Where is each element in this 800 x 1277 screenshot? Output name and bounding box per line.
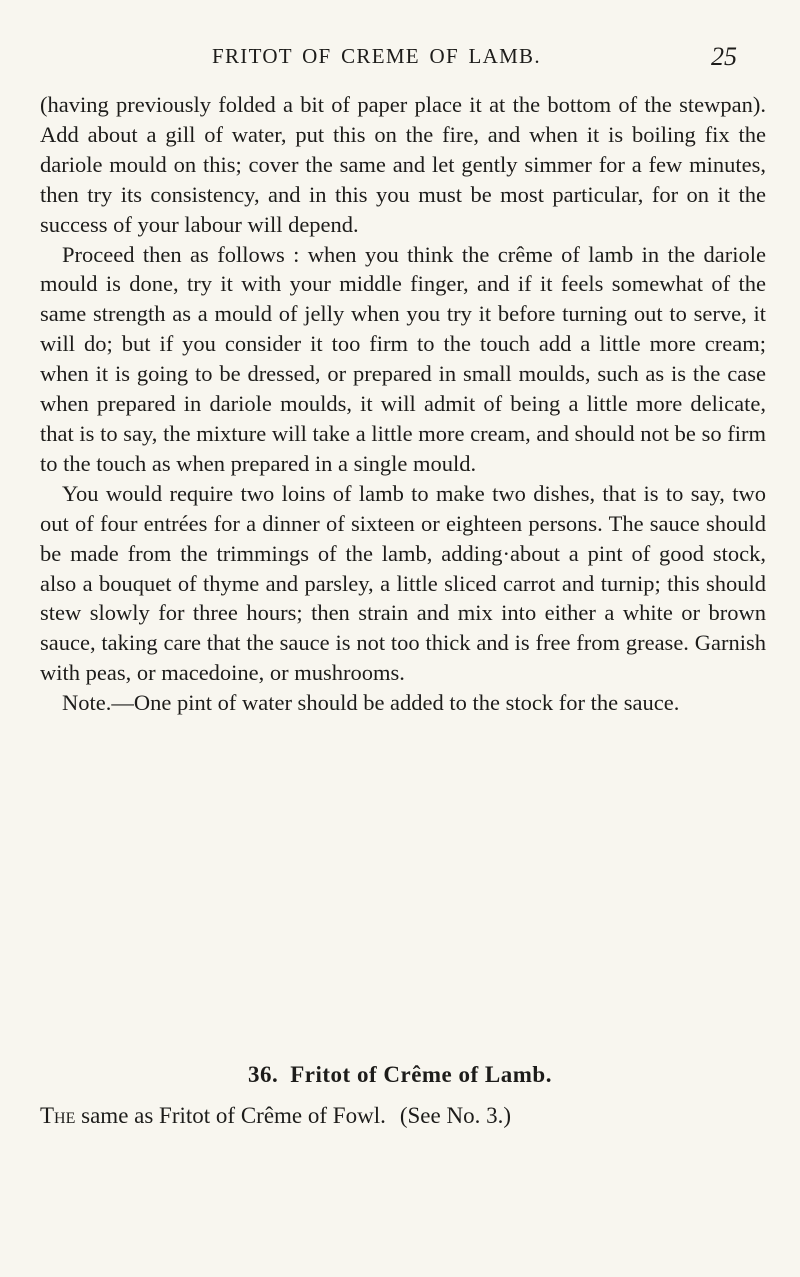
recipe-title: Fritot of Crême of Lamb. xyxy=(290,1062,552,1087)
recipe-number: 36. xyxy=(248,1062,279,1087)
recipe-body xyxy=(40,1101,766,1131)
recipe-heading xyxy=(0,1062,800,1088)
paragraph: You would require two loins of lamb to make two dishes, that is to say, two out of four entrées for a dinner of sixteen or eighteen persons. The sauce should be made from the trimmings of the lamb, adding·about a pint of good stock, also a bouquet of thyme and parsley, a little sliced carrot and turnip; this should stew slowly for three hours; then strain and mix into either a white or brown sauce, taking care that the sauce is not too thick and is free from grease. Garnish with peas, or macedoine, or mushrooms. xyxy=(40,480,766,686)
note-paragraph: Note.—One pint of water should be added to the stock for the sauce. xyxy=(62,690,680,716)
page-number: 25 xyxy=(711,42,737,71)
cross-reference: (See No. 3.) xyxy=(399,1103,511,1128)
recipe-text: same as Fritot of Crême of Fowl. xyxy=(81,1103,386,1128)
paragraph-continuation: (having previously folded a bit of paper place it at the bottom of the stewpan). Add about a gill of water, put this on the fire, and when it is boiling fix the dariole mould on this; cover the same and let gently simmer for a few minutes, then try its consistency, and in this you must be most particular, for on it the success of your labour will depend. xyxy=(40,92,766,237)
running-title: FRITOT OF CREME OF LAMB. xyxy=(212,44,541,68)
running-header xyxy=(0,44,800,74)
body-text xyxy=(40,90,766,718)
recipe-lead-word: The xyxy=(40,1103,76,1128)
paragraph: Proceed then as follows : when you think the crême of lamb in the dariole mould is done, try it with your middle finger, and if it feels somewhat of the same strength as a mould of jelly when you try it before turning out to serve, it will do; but if you consider it too firm to the touch add a little more cream; when it is going to be dressed, or prepared in small moulds, such as is the case when prepared in dariole moulds, it will admit of being a little more delicate, that is to say, the mixture will take a little more cream, and should not be so firm to the touch as when prepared in a single mould. xyxy=(40,241,766,476)
